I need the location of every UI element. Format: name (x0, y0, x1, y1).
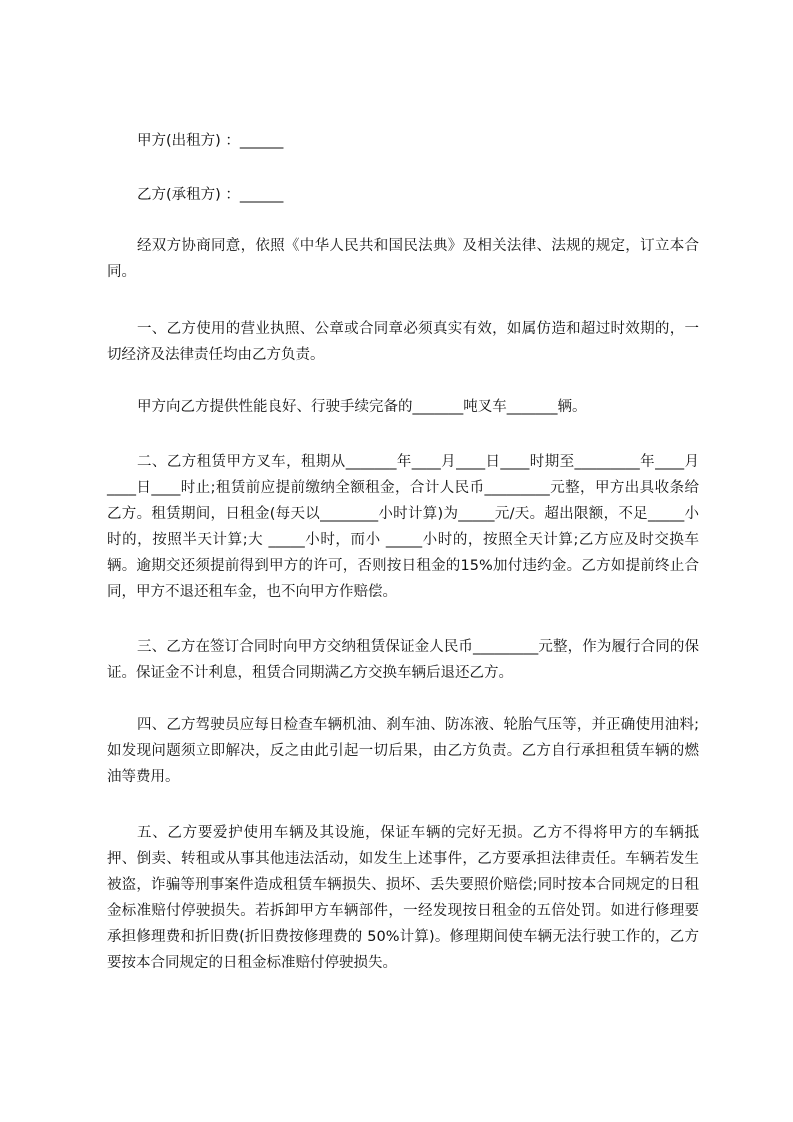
clause-4-paragraph: 四、乙方驾驶员应每日检查车辆机油、刹车油、防冻液、轮胎气压等，并正确使用油料;如发现问题须立即解决，反之由此引起一切后果，由乙方负责。乙方自行承担租赁车辆的燃油等费用。 (107, 717, 699, 785)
clause-1-paragraph: 一、乙方使用的营业执照、公章或合同章必须真实有效，如属仿造和超过时效期的，一切经济及法律责任均由乙方负责。 (107, 321, 699, 363)
party-a-line: 甲方(出租方) ：______ (137, 133, 284, 149)
clause-5-paragraph: 五、乙方要爱护使用车辆及其设施，保证车辆的完好无损。乙方不得将甲方的车辆抵押、倒卖、转租或从事其他违法活动，如发生上述事件，乙方要承担法律责任。车辆若发生被盗，诈骗等刑事案件造成租赁车辆损失、损坏、丢失要照价赔偿;同时按本合同规定的日租金标准赔付停驶损失。若拆卸甲方车辆部件，一经发现按日租金的五倍处罚。如进行修理要承担修理费和折旧费(折旧费按修理费的 50%计算)。修理期间使车辆无法行驶工作的，乙方要按本合同规定的日租金标准赔付停驶损失。 (107, 825, 699, 971)
party-b-line: 乙方(承租方) ：______ (137, 187, 284, 203)
clause-2-paragraph: 二、乙方租赁甲方叉车，租期从_______年____月____日____时期至_________年____月____日____时止;租赁前应提前缴纳全额租金，合计人民币_________元整，甲方出具收条给乙方。租赁期间，日租金(每天以________小时计算)为_____元/天。超出限额，不足_____小时的，按照半天计算;大 _____小时，而小 _____小时的，按照全天计算;乙方应及时交换车辆。逾期交还须提前得到甲方的许可，否则按日租金的15%加付违约金。乙方如提前终止合同，甲方不退还租车金，也不向甲方作赔偿。 (107, 454, 699, 600)
supply-paragraph: 甲方向乙方提供性能良好、行驶手续完备的_______吨叉车_______辆。 (137, 399, 587, 415)
preamble-paragraph: 经双方协商同意，依照《中华人民共和国民法典》及相关法律、法规的规定，订立本合同。 (107, 238, 699, 280)
clause-3-paragraph: 三、乙方在签订合同时向甲方交纳租赁保证金人民币_________元整，作为履行合同的保证。保证金不计利息，租赁合同期满乙方交换车辆后退还乙方。 (107, 639, 699, 681)
